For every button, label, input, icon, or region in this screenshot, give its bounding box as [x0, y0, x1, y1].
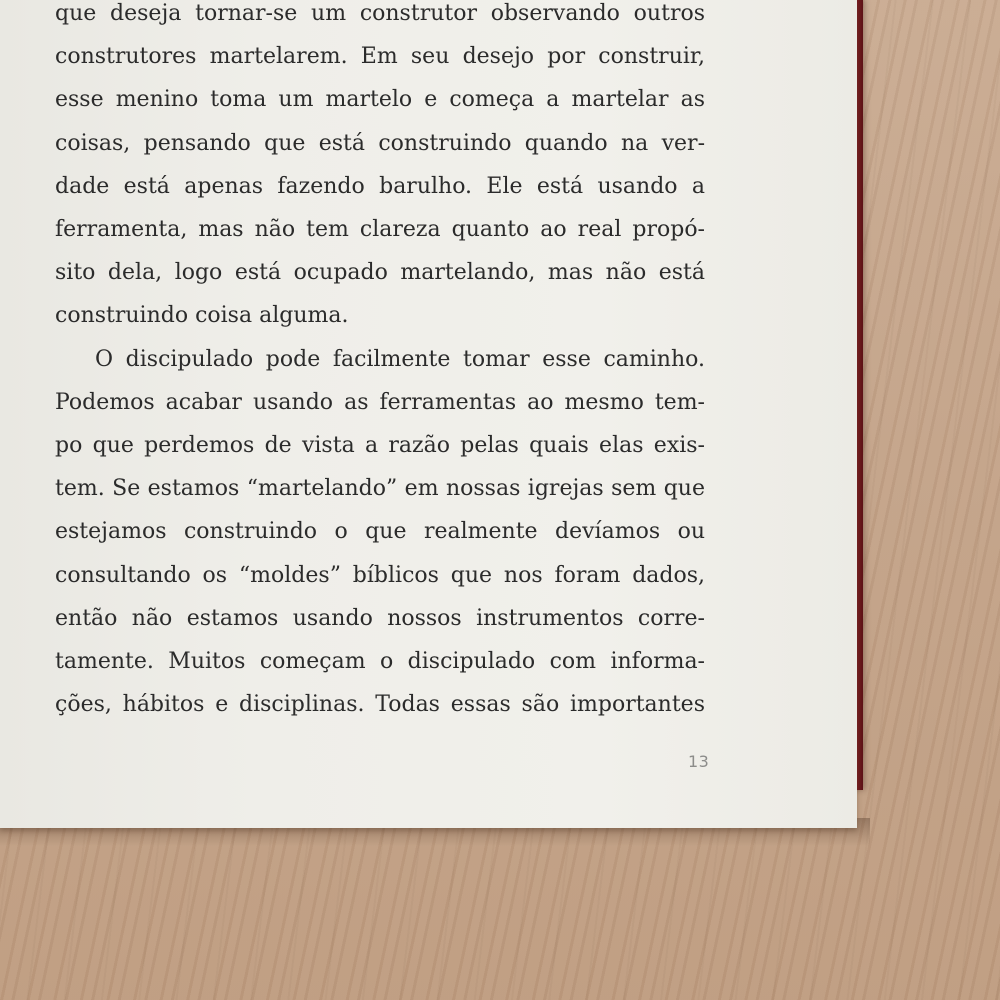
text-line: que deseja tornar-se um construtor observando outros: [55, 1, 705, 26]
text-line: ferramenta, mas não tem clareza quanto ao real propó-: [55, 217, 705, 243]
text-line: tem. Se estamos “martelando” em nossas igrejas sem que: [55, 476, 705, 502]
text-line: então não estamos usando nossos instrumentos corre-: [55, 605, 705, 631]
text-line: estejamos construindo o que realmente devíamos ou: [55, 519, 705, 545]
text-line: construindo coisa alguma.: [55, 303, 349, 329]
body-text: [55, 0, 705, 726]
text-line: dade está apenas fazendo barulho. Ele está usando a: [55, 173, 705, 199]
text-line: po que perdemos de vista a razão pelas quais elas exis-: [55, 433, 705, 459]
text-line: O discipulado pode facilmente tomar esse caminho.: [95, 346, 705, 372]
text-line: consultando os “moldes” bíblicos que nos foram dados,: [55, 562, 705, 588]
text-line: sito dela, logo está ocupado martelando, mas não está: [55, 260, 705, 286]
page-number: 13: [688, 752, 710, 771]
text-line: coisas, pensando que está construindo quando na ver-: [55, 130, 705, 156]
text-line: construtores martelarem. Em seu desejo por construir,: [55, 44, 705, 70]
text-line: Podemos acabar usando as ferramentas ao mesmo tem-: [55, 389, 705, 415]
text-line: tamente. Muitos começam o discipulado com informa-: [55, 649, 705, 675]
text-line: ções, hábitos e disciplinas. Todas essas são importantes: [55, 692, 705, 718]
text-line: esse menino toma um martelo e começa a martelar as: [55, 87, 705, 113]
